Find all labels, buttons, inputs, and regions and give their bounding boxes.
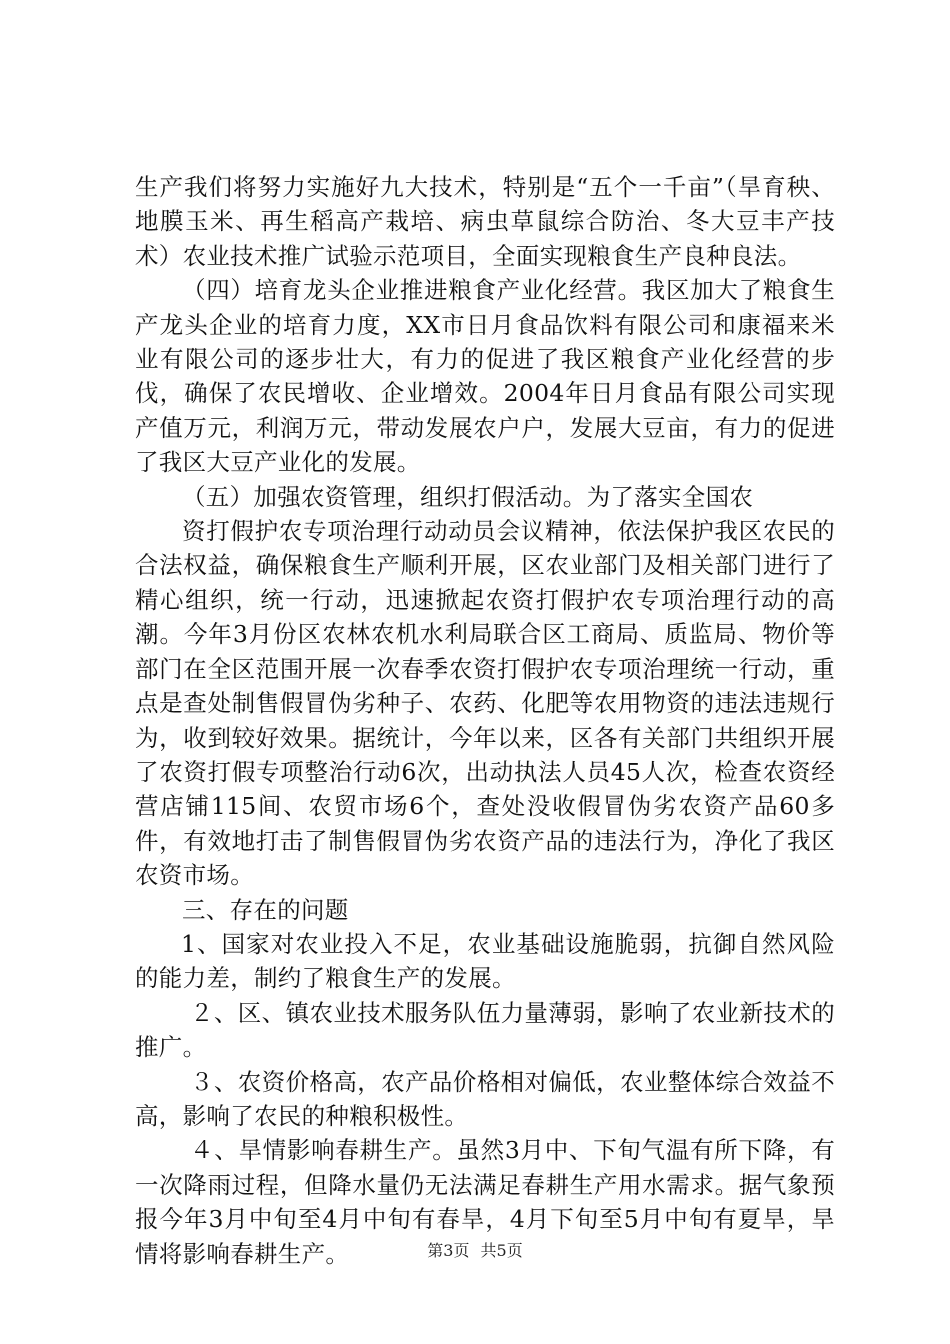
page-number-total: 共5页 bbox=[480, 1241, 523, 1260]
document-body bbox=[135, 170, 835, 1271]
paragraph-problem-3: ３、农资价格高，农产品价格相对偏低，农业整体综合效益不高，影响了农民的种粮积极性。 bbox=[135, 1067, 835, 1130]
page-number-current: 第3页 bbox=[427, 1241, 470, 1260]
paragraph-section-4: （四）培育龙头企业推进粮食产业化经营。我区加大了粮食生产龙头企业的培育力度，XX市日月食品饮料有限公司和康福来米业有限公司的逐步壮大，有力的促进了我区粮食产业化经营的步伐，确保了农民增收、企业增效。2004年日月食品有限公司实现产值万元，利润万元，带动发展农户户，发展大豆亩，有力的促进了我区大豆产业化的发展。 bbox=[135, 276, 835, 477]
paragraph-section-5-body: 资打假护农专项治理行动动员会议精神，依法保护我区农民的合法权益，确保粮食生产顺利开展，区农业部门及相关部门进行了精心组织，统一行动，迅速掀起农资打假护农专项治理行动的高潮。今年3月份区农林农机水利局联合区工商局、质监局、物价等部门在全区范围开展一次春季农资打假护农专项治理统一行动，重点是查处制售假冒伪劣种子、农药、化肥等农用物资的违法违规行为，收到较好效果。据统计，今年以来，区各有关部门共组织开展了农资打假专项整治行动6次，出动执法人员45人次，检查农资经营店铺115间、农贸市场6个，查处没收假冒伪劣农资产品60多件，有效地打击了制售假冒伪劣农资产品的违法行为，净化了我区农资市场。 bbox=[135, 517, 835, 890]
paragraph-problem-1: 1、国家对农业投入不足，农业基础设施脆弱，抗御自然风险的能力差，制约了粮食生产的发展。 bbox=[135, 929, 835, 993]
paragraph-section-5-heading: （五）加强农资管理，组织打假活动。为了落实全国农 bbox=[182, 482, 754, 511]
paragraph-continuation: 生产我们将努力实施好九大技术，特别是“五个一千亩”（旱育秧、地膜玉米、再生稻高产栽培、病虫草鼠综合防治、冬大豆丰产技术）农业技术推广试验示范项目，全面实现粮食生产良种良法。 bbox=[135, 173, 835, 270]
section-heading-problems: 三、存在的问题 bbox=[182, 895, 349, 924]
page-footer bbox=[0, 1241, 950, 1261]
paragraph-problem-2: ２、区、镇农业技术服务队伍力量薄弱，影响了农业新技术的推广。 bbox=[135, 998, 835, 1062]
paragraph-problem-4: ４、旱情影响春耕生产。虽然3月中、下旬气温有所下降，有一次降雨过程，但降水量仍无法满足春耕生产用水需求。据气象预报今年3月中旬至4月中旬有春旱，4月下旬至5月中旬有夏旱，旱情将影响春耕生产。 bbox=[135, 1136, 835, 1268]
